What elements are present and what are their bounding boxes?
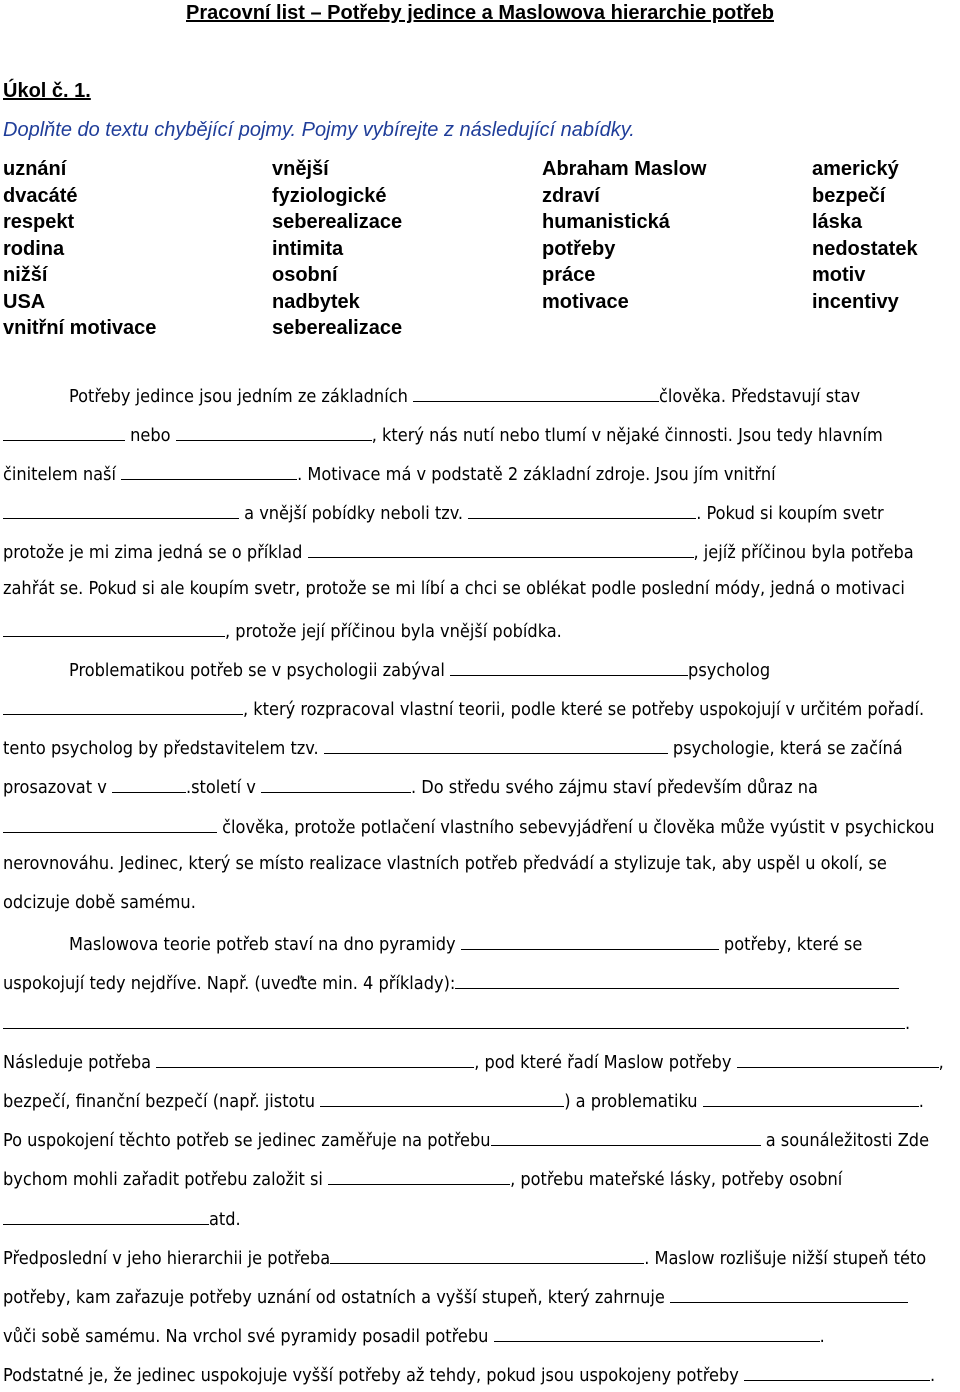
- text-line: bychom mohli zařadit potřebu založit si , potřebu mateřské lásky, potřeby osobní: [3, 1166, 842, 1190]
- blank-field[interactable]: [320, 1088, 564, 1107]
- term: seberealizace: [272, 317, 403, 339]
- blank-field[interactable]: [176, 422, 372, 441]
- text-line: potřeby, kam zařazuje potřeby uznání od ostatních a vyšší stupeň, který zahrnuje: [3, 1284, 908, 1308]
- blank-field[interactable]: [413, 383, 659, 402]
- text-line: protože je mi zima jedná se o příklad , jejíž příčinou byla potřeba: [3, 539, 914, 563]
- text-line: bezpečí, finanční bezpečí (např. jistotu ) a problematiku .: [3, 1088, 924, 1112]
- blank-field[interactable]: [3, 422, 125, 441]
- term: motiv: [812, 264, 866, 286]
- blank-field[interactable]: [328, 1166, 510, 1185]
- text-line: nerovnováhu. Jedinec, který se místo realizace vlastních potřeb předvádí a stylizuje tak, aby uspěl u okolí, se: [3, 853, 887, 874]
- term: bezpečí: [812, 184, 886, 207]
- term: fyziologické: [272, 184, 387, 207]
- text-line: Předposlední v jeho hierarchii je potřeba . Maslow rozlišuje nižší stupeň této: [3, 1245, 926, 1269]
- blank-field[interactable]: [461, 931, 719, 950]
- term: nižší: [3, 264, 48, 286]
- term: vnější: [272, 158, 329, 180]
- blank-field[interactable]: [3, 1010, 905, 1029]
- text-line: vůči sobě samému. Na vrchol své pyramidy posadil potřebu .: [3, 1323, 825, 1347]
- term: dvacáté: [3, 184, 78, 207]
- blank-field[interactable]: [494, 1323, 820, 1342]
- term: práce: [542, 264, 596, 286]
- blank-field[interactable]: [703, 1088, 919, 1107]
- text-line: uspokojují tedy nejdříve. Např. (uveďte min. 4 příklady):: [3, 970, 899, 994]
- term: intimita: [272, 237, 344, 260]
- page-title: Pracovní list – Potřeby jedince a Maslowova hierarchie potřeb: [186, 2, 774, 24]
- blank-field[interactable]: [3, 500, 239, 519]
- term-column-3: [542, 156, 706, 315]
- blank-field[interactable]: [156, 1049, 474, 1068]
- blank-field[interactable]: [455, 970, 899, 989]
- blank-field[interactable]: [3, 814, 217, 833]
- task-instruction: Doplňte do textu chybějící pojmy. Pojmy vybírejte z následující nabídky.: [3, 119, 635, 141]
- blank-field[interactable]: [3, 1206, 209, 1225]
- term: humanistická: [542, 211, 670, 233]
- text-line: nebo , který nás nutí nebo tlumí v nějaké činnosti. Jsou tedy hlavním: [3, 422, 883, 446]
- task-label: Úkol č. 1.: [3, 80, 91, 102]
- term: rodina: [3, 237, 65, 260]
- term: nedostatek: [812, 237, 918, 260]
- term: incentivy: [812, 290, 899, 313]
- text-line: Problematikou potřeb se v psychologii zabýval psycholog: [3, 657, 770, 681]
- term: nadbytek: [272, 290, 360, 313]
- term: zdraví: [542, 184, 600, 207]
- blank-field[interactable]: [468, 500, 696, 519]
- text-line: Po uspokojení těchto potřeb se jedinec zaměřuje na potřebu a sounáležitosti Zde: [3, 1127, 929, 1151]
- term-column-4: [812, 156, 918, 315]
- text-line: činitelem naší . Motivace má v podstatě 2 základní zdroje. Jsou jím vnitřní: [3, 461, 776, 485]
- text-line: Maslowova teorie potřeb staví na dno pyramidy potřeby, které se: [3, 931, 862, 955]
- text-line: Podstatné je, že jedinec uspokojuje vyšší potřeby až tehdy, pokud jsou uspokojeny potřeby .: [3, 1362, 935, 1386]
- blank-field[interactable]: [670, 1284, 908, 1303]
- term: láska: [812, 211, 863, 233]
- text-line: a vnější pobídky neboli tzv. . Pokud si koupím svetr: [3, 500, 884, 524]
- text-line: .: [3, 1010, 910, 1034]
- blank-field[interactable]: [261, 774, 411, 793]
- blank-field[interactable]: [308, 539, 694, 558]
- text-line: zahřát se. Pokud si ale koupím svetr, protože se mi líbí a chci se oblékat podle poslední módy, jedná o motivaci: [3, 578, 905, 599]
- term: motivace: [542, 290, 629, 313]
- term: respekt: [3, 211, 75, 233]
- blank-field[interactable]: [3, 696, 243, 715]
- blank-field[interactable]: [121, 461, 297, 480]
- term: americký: [812, 158, 899, 180]
- text-line: , který rozpracoval vlastní teorii, podle které se potřeby uspokojují v určitém pořadí.: [3, 696, 924, 720]
- text-line: člověka, protože potlačení vlastního sebevyjádření u člověka může vyústit v psychickou: [3, 814, 935, 838]
- blank-field[interactable]: [330, 1245, 644, 1264]
- term: potřeby: [542, 237, 616, 260]
- text-line: atd.: [3, 1206, 241, 1230]
- blank-field[interactable]: [324, 735, 668, 754]
- term-column-2: [272, 156, 402, 342]
- term: Abraham Maslow: [542, 158, 707, 180]
- term: uznání: [3, 158, 67, 180]
- term: vnitřní motivace: [3, 317, 157, 339]
- text-line: Následuje potřeba , pod které řadí Maslow potřeby ,: [3, 1049, 944, 1073]
- blank-field[interactable]: [737, 1049, 939, 1068]
- blank-field[interactable]: [3, 618, 225, 637]
- term: USA: [3, 290, 46, 313]
- blank-field[interactable]: [744, 1362, 930, 1381]
- text-line: , protože její příčinou byla vnější pobídka.: [3, 618, 562, 642]
- blank-field[interactable]: [491, 1127, 761, 1146]
- blank-field[interactable]: [112, 774, 186, 793]
- text-line: odcizuje době samému.: [3, 892, 196, 913]
- text-line: tento psycholog by představitelem tzv. psychologie, která se začíná: [3, 735, 903, 759]
- term: osobní: [272, 264, 338, 286]
- term-column-1: [3, 156, 156, 342]
- text-line: prosazovat v .století v . Do středu svého zájmu staví především důraz na: [3, 774, 818, 798]
- term: seberealizace: [272, 211, 403, 233]
- blank-field[interactable]: [450, 657, 688, 676]
- text-line: Potřeby jedince jsou jedním ze základních člověka. Představují stav: [3, 383, 860, 407]
